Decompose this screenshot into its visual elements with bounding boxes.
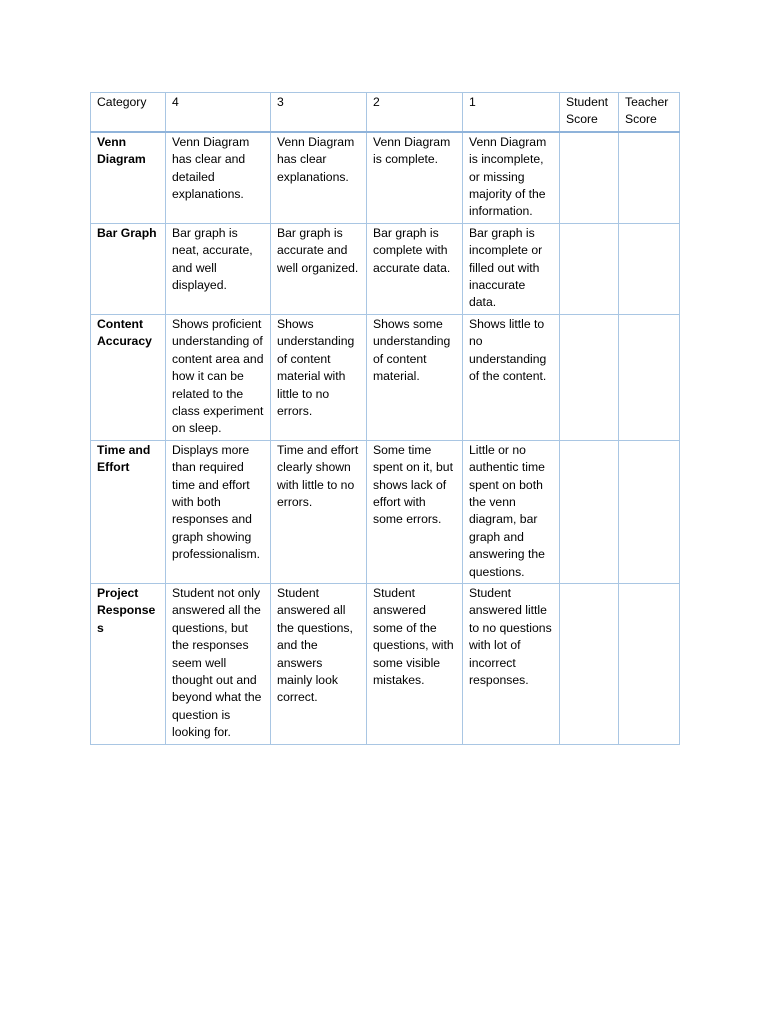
cell-level-1: Bar graph is incomplete or filled out with inaccurate data. xyxy=(463,223,560,314)
cell-level-1: Venn Diagram is incomplete, or missing majority of the information. xyxy=(463,132,560,224)
row-category: Bar Graph xyxy=(91,223,166,314)
cell-level-2: Venn Diagram is complete. xyxy=(367,132,463,224)
cell-student-score xyxy=(560,132,619,224)
row-category: Venn Diagram xyxy=(91,132,166,224)
cell-level-2: Student answered some of the questions, with some visible mistakes. xyxy=(367,583,463,744)
header-category: Category xyxy=(91,93,166,132)
header-level-3: 3 xyxy=(271,93,367,132)
cell-level-1: Student answered little to no questions with lot of incorrect responses. xyxy=(463,583,560,744)
rubric-table xyxy=(90,92,680,745)
table-row xyxy=(91,314,680,440)
cell-teacher-score xyxy=(619,314,680,440)
table-row xyxy=(91,440,680,583)
cell-level-3: Time and effort clearly shown with little to no errors. xyxy=(271,440,367,583)
cell-level-2: Bar graph is complete with accurate data. xyxy=(367,223,463,314)
cell-student-score xyxy=(560,223,619,314)
cell-level-4: Displays more than required time and effort with both responses and graph showing professionalism. xyxy=(166,440,271,583)
cell-student-score xyxy=(560,440,619,583)
cell-level-3: Bar graph is accurate and well organized. xyxy=(271,223,367,314)
header-level-1: 1 xyxy=(463,93,560,132)
header-level-2: 2 xyxy=(367,93,463,132)
cell-level-4: Student not only answered all the questions, but the responses seem well thought out and beyond what the question is looking for. xyxy=(166,583,271,744)
table-row xyxy=(91,223,680,314)
cell-student-score xyxy=(560,583,619,744)
cell-level-3: Student answered all the questions, and the answers mainly look correct. xyxy=(271,583,367,744)
cell-teacher-score xyxy=(619,440,680,583)
header-student-score: Student Score xyxy=(560,93,619,132)
header-teacher-score: Teacher Score xyxy=(619,93,680,132)
cell-level-3: Shows understanding of content material with little to no errors. xyxy=(271,314,367,440)
cell-level-2: Some time spent on it, but shows lack of effort with some errors. xyxy=(367,440,463,583)
row-category: Time and Effort xyxy=(91,440,166,583)
cell-level-1: Little or no authentic time spent on both the venn diagram, bar graph and answering the questions. xyxy=(463,440,560,583)
row-category: Project Responses xyxy=(91,583,166,744)
row-category: Content Accuracy xyxy=(91,314,166,440)
cell-level-1: Shows little to no understanding of the content. xyxy=(463,314,560,440)
table-header-row xyxy=(91,93,680,132)
cell-teacher-score xyxy=(619,583,680,744)
cell-level-4: Shows proficient understanding of content area and how it can be related to the class experiment on sleep. xyxy=(166,314,271,440)
table-row xyxy=(91,583,680,744)
header-level-4: 4 xyxy=(166,93,271,132)
cell-level-2: Shows some understanding of content material. xyxy=(367,314,463,440)
cell-level-4: Venn Diagram has clear and detailed explanations. xyxy=(166,132,271,224)
cell-teacher-score xyxy=(619,223,680,314)
cell-teacher-score xyxy=(619,132,680,224)
cell-level-3: Venn Diagram has clear explanations. xyxy=(271,132,367,224)
table-row xyxy=(91,132,680,224)
cell-level-4: Bar graph is neat, accurate, and well displayed. xyxy=(166,223,271,314)
cell-student-score xyxy=(560,314,619,440)
